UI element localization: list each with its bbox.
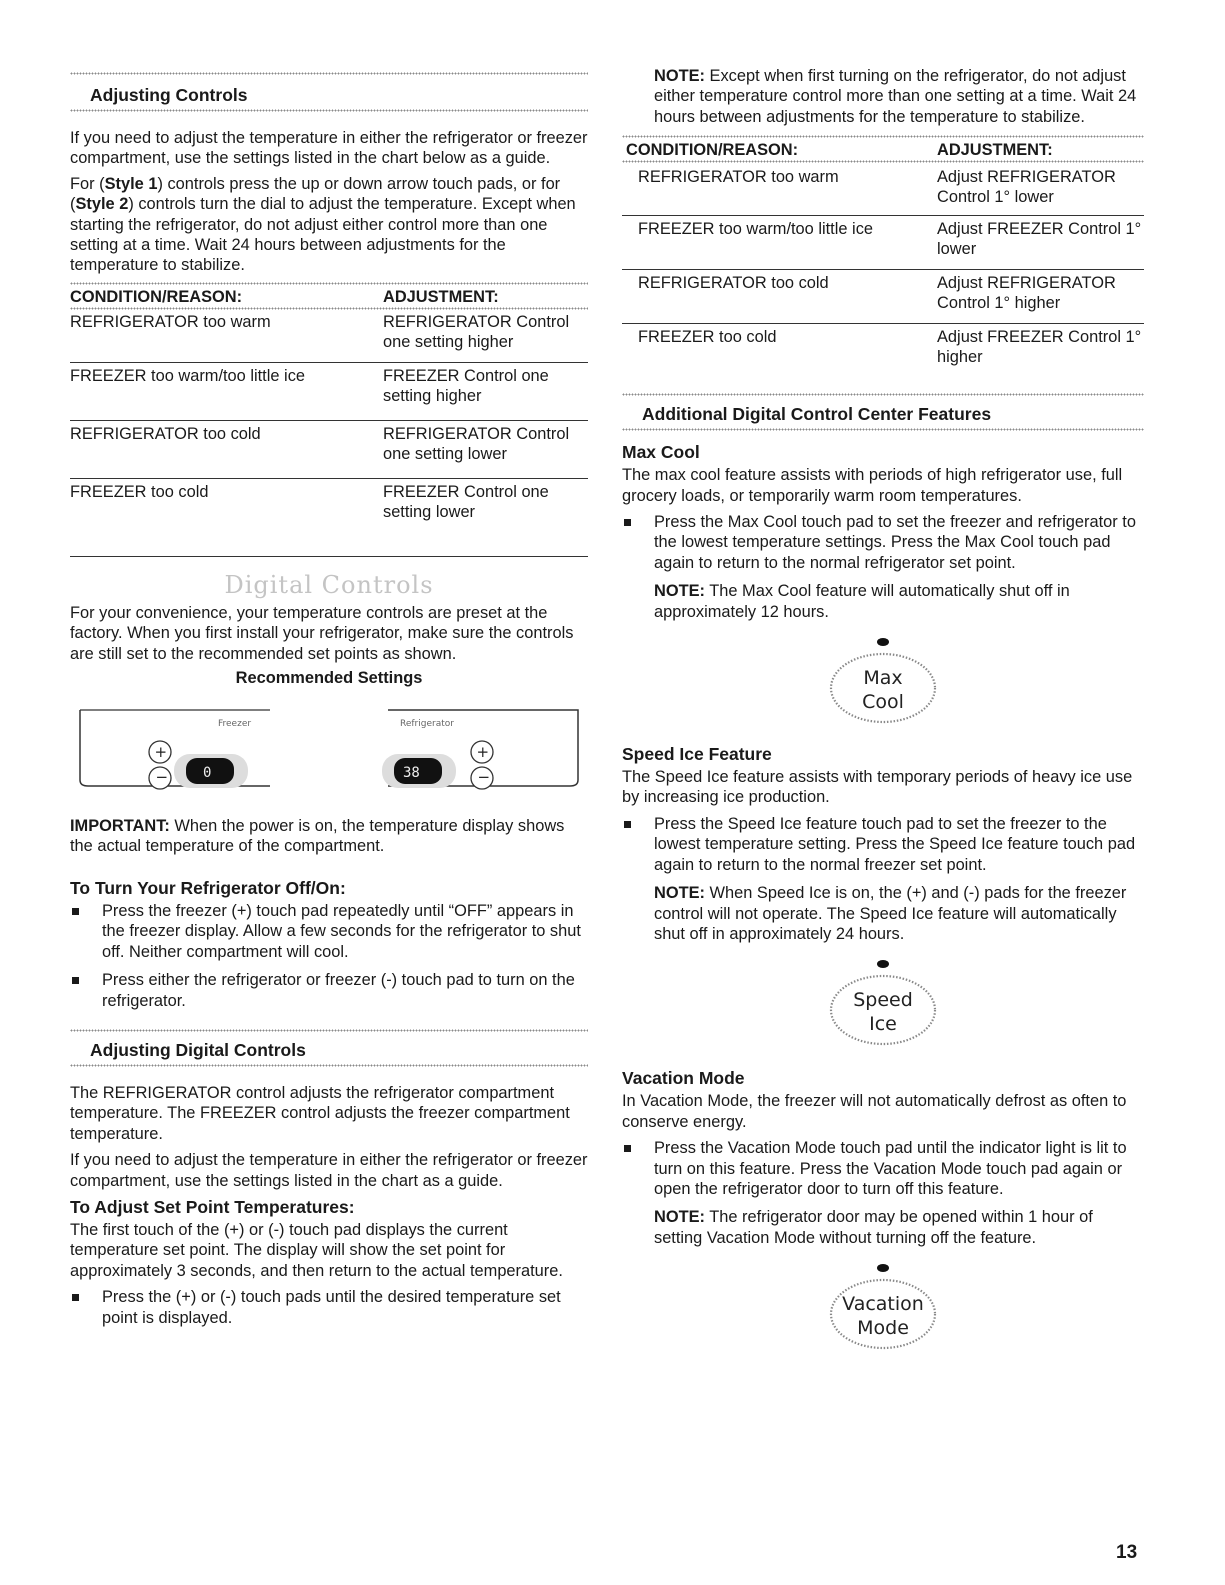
- recommended-settings-figure: [70, 694, 588, 804]
- table-cell: REFRIGERATOR Control one setting lower: [383, 420, 588, 478]
- list-item: Press the freezer (+) touch pad repeatedly until “OFF” appears in the freezer display. Allow a few seconds for the refrigerator to shut off. Neither compartment will cool.: [70, 901, 588, 962]
- divider: [70, 1029, 588, 1034]
- table-cell: FREEZER Control one setting higher: [383, 362, 588, 420]
- table-cell: FREEZER too warm/too little ice: [622, 216, 937, 270]
- list-item: Press either the refrigerator or freezer (-) touch pad to turn on the refrigerator.: [70, 970, 588, 1011]
- paragraph: If you need to adjust the temperature in either the refrigerator or freezer compartment, use the settings listed in the chart below as a guide.: [70, 129, 588, 168]
- adjustment-table: [622, 140, 1144, 160]
- note-paragraph: NOTE: Except when first turning on the refrigerator, do not adjust either temperature control more than one setting at a time. Wait 24 hours between adjustments for the temperature to stabilize.: [654, 67, 1137, 126]
- paragraph: For (Style 1) controls press the up or down arrow touch pads, or for (Style 2) controls turn the dial to adjust the temperature. Except when starting the refrigerator, do not adjust either control more than one setting at a time. Wait 24 hours between adjustments for the temperature to stabilize.: [70, 174, 576, 275]
- paragraph: The REFRIGERATOR control adjusts the refrigerator compartment temperature. The FREEZER control adjusts the freezer compartment temperature.: [70, 1083, 570, 1143]
- table-cell: FREEZER Control one setting lower: [383, 478, 588, 556]
- note-paragraph: NOTE: The refrigerator door may be opened within 1 hour of setting Vacation Mode without turning off the feature.: [654, 1208, 1093, 1247]
- svg-text:Speed: Speed: [853, 989, 913, 1012]
- svg-text:Ice: Ice: [869, 1013, 897, 1036]
- svg-text:Vacation: Vacation: [842, 1293, 924, 1316]
- paragraph: If you need to adjust the temperature in either the refrigerator or freezer compartment, use the settings listed in the chart as a guide.: [70, 1151, 588, 1190]
- column-header: ADJUSTMENT:: [383, 287, 499, 306]
- svg-text:Max: Max: [863, 667, 903, 690]
- column-header: CONDITION/REASON:: [70, 287, 243, 306]
- paragraph: For your convenience, your temperature controls are preset at the factory. When you first install your refrigerator, make sure the controls are still set to the recommended set points as shown.: [70, 603, 574, 663]
- divider: [70, 556, 588, 557]
- svg-text:+: +: [154, 743, 168, 762]
- column-header: CONDITION/REASON:: [626, 141, 799, 160]
- list-item: Press the Vacation Mode touch pad until the indicator light is lit to turn on this feature. Press the Vacation Mode touch pad again or open the refrigerator door to turn off this feature.: [622, 1138, 1144, 1199]
- svg-text:−: −: [477, 768, 491, 787]
- divider: [622, 428, 1144, 433]
- max-cool-pad-icon: [813, 634, 953, 726]
- table-cell: Adjust FREEZER Control 1° lower: [937, 216, 1144, 270]
- table-cell: REFRIGERATOR too warm: [70, 312, 271, 331]
- set-point-heading: To Adjust Set Point Temperatures:: [70, 1196, 355, 1217]
- vacation-mode-heading: Vacation Mode: [622, 1068, 745, 1089]
- vacation-mode-pad: [622, 1260, 1144, 1357]
- features-heading: Additional Digital Control Center Features: [642, 404, 992, 425]
- max-cool-heading: Max Cool: [622, 442, 700, 463]
- digital-controls-title: Digital Controls: [224, 570, 434, 599]
- svg-text:Mode: Mode: [857, 1317, 909, 1340]
- adjustment-table-body: [70, 312, 588, 556]
- divider: [622, 393, 1144, 398]
- list-item: Press the Speed Ice feature touch pad to set the freezer to the lowest temperature setting. Press the Speed Ice feature touch pad again to return to the normal freezer set point.: [622, 814, 1144, 875]
- figure-caption: Recommended Settings: [235, 669, 423, 688]
- table-cell: REFRIGERATOR too warm: [638, 168, 839, 187]
- paragraph: In Vacation Mode, the freezer will not automatically defrost as often to conserve energy.: [622, 1092, 1127, 1131]
- freezer-display-value: 0: [203, 765, 212, 782]
- table-row: [622, 324, 1144, 368]
- note-paragraph: NOTE: When Speed Ice is on, the (+) and (-) pads for the freezer control will not operate. The Speed Ice feature will automatically shut off in approximately 24 hours.: [654, 884, 1127, 943]
- refrigerator-label: Refrigerator: [400, 719, 454, 730]
- table-row: [70, 362, 588, 420]
- speed-ice-pad: [622, 956, 1144, 1053]
- right-column: [622, 0, 1144, 1357]
- paragraph: The max cool feature assists with periods of high refrigerator use, full grocery loads, or temporarily warm room temperatures.: [622, 466, 1123, 505]
- table-row: [622, 270, 1144, 324]
- adjusting-controls-heading: Adjusting Controls: [90, 85, 248, 105]
- table-cell: REFRIGERATOR too cold: [70, 420, 383, 478]
- divider: [70, 109, 588, 114]
- speed-ice-heading: Speed Ice Feature: [622, 744, 772, 765]
- note-paragraph: NOTE: The Max Cool feature will automatically shut off in approximately 12 hours.: [654, 582, 1070, 621]
- list-item: Press the (+) or (-) touch pads until the desired temperature set point is displayed.: [70, 1287, 588, 1328]
- vacation-mode-pad-icon: [813, 1260, 953, 1352]
- table-cell: REFRIGERATOR too cold: [622, 270, 937, 324]
- table-cell: Adjust REFRIGERATOR Control 1° higher: [937, 270, 1144, 324]
- table-cell: Adjust REFRIGERATOR Control 1° lower: [937, 168, 1116, 207]
- speed-ice-pad-icon: [813, 956, 953, 1048]
- svg-text:−: −: [155, 768, 169, 787]
- important-paragraph: IMPORTANT: When the power is on, the temperature display shows the actual temperature of the compartment.: [70, 817, 565, 856]
- table-cell: Adjust FREEZER Control 1° higher: [937, 324, 1144, 368]
- column-header: ADJUSTMENT:: [937, 141, 1053, 160]
- divider: [70, 1064, 588, 1069]
- table-cell: FREEZER too cold: [70, 478, 383, 556]
- page-number: 13: [1116, 1542, 1138, 1563]
- table-row: [70, 312, 588, 363]
- svg-text:Cool: Cool: [862, 691, 904, 714]
- table-row: [70, 478, 588, 556]
- table-row: [622, 165, 1144, 216]
- adjusting-digital-heading: Adjusting Digital Controls: [90, 1039, 306, 1060]
- svg-text:+: +: [476, 743, 490, 762]
- table-row: [622, 216, 1144, 270]
- freezer-label: Freezer: [218, 719, 252, 730]
- turn-off-on-heading: To Turn Your Refrigerator Off/On:: [70, 877, 346, 898]
- list-item: Press the Max Cool touch pad to set the freezer and refrigerator to the lowest temperature settings. Press the Max Cool touch pad again to return to the normal refrigerator set point.: [622, 512, 1144, 573]
- table-cell: FREEZER too cold: [622, 324, 937, 368]
- adjustment-table-body: [622, 165, 1144, 367]
- left-column: [70, 0, 588, 1328]
- paragraph: The first touch of the (+) or (-) touch pad displays the current temperature set point. The display will show the set point for approximately 3 seconds, and then return to the actual temperature.: [70, 1220, 563, 1280]
- table-cell: FREEZER too warm/too little ice: [70, 362, 383, 420]
- max-cool-pad: [622, 634, 1144, 731]
- table-row: [70, 420, 588, 478]
- refrigerator-display-value: 38: [403, 765, 420, 782]
- divider: [70, 72, 588, 77]
- table-cell: REFRIGERATOR Control one setting higher: [383, 312, 570, 351]
- paragraph: The Speed Ice feature assists with temporary periods of heavy ice use by increasing ice production.: [622, 768, 1133, 807]
- adjustment-table: [70, 287, 588, 307]
